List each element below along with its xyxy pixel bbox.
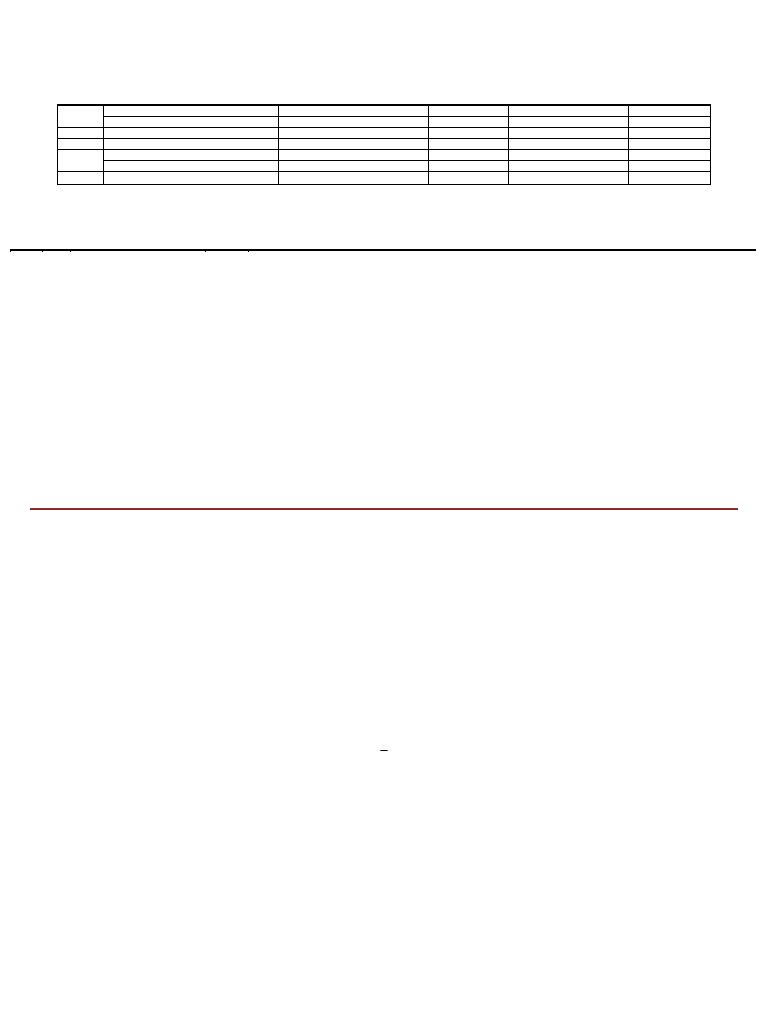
qp-part-table [57,104,711,185]
qp-type [104,117,279,128]
qp-marks [429,106,509,117]
qp-marks [429,161,509,172]
qp-type [104,106,279,117]
qp-total-label [104,172,279,185]
qp-total-marks [429,172,509,185]
bp-col-unit [11,250,43,251]
footer-rule [30,508,738,510]
qp-set [279,139,429,150]
bp-group-hots [715,250,756,251]
qp-set [279,150,429,161]
bp-col-ch [43,250,71,251]
qp-marks [429,139,509,150]
table-row [58,128,711,139]
qp-answered [509,128,629,139]
table-row [58,161,711,172]
table-row [58,117,711,128]
qp-type [104,161,279,172]
qp-total-row [58,172,711,185]
bp-col-marks [248,250,288,251]
qp-ans-marks [629,117,711,128]
qp-marks [429,117,509,128]
qp-set [279,106,429,117]
qp-answered [509,161,629,172]
bp-col-periods [206,250,249,251]
qp-ans-marks [629,106,711,117]
table-row [58,139,711,150]
table-row [58,106,711,117]
bp-group-understand [424,250,579,251]
qp-total-ans-marks [629,172,711,185]
qp-answered [509,150,629,161]
qp-answered [509,139,629,150]
bp-col-chapter [71,250,206,251]
qp-type [104,139,279,150]
qp-set [279,128,429,139]
qp-ans-marks [629,161,711,172]
qp-marks [429,150,509,161]
qp-marks [429,128,509,139]
qp-type [104,128,279,139]
bp-group-remember [288,250,424,251]
guidelines-title [0,721,768,752]
qp-ans-marks [629,128,711,139]
blueprint-table [10,249,756,251]
qp-part [58,106,104,128]
qp-part [58,150,104,172]
qp-ans-marks [629,150,711,161]
table-row [58,150,711,161]
qp-set [279,117,429,128]
qp-type [104,150,279,161]
qp-ans-marks [629,139,711,150]
qp-total-answered [509,172,629,185]
qp-answered [509,117,629,128]
qp-answered [509,106,629,117]
qp-set [279,161,429,172]
qp-total-set [279,172,429,185]
bp-group-apply [580,250,715,251]
qp-part [58,128,104,139]
qp-part [58,139,104,150]
